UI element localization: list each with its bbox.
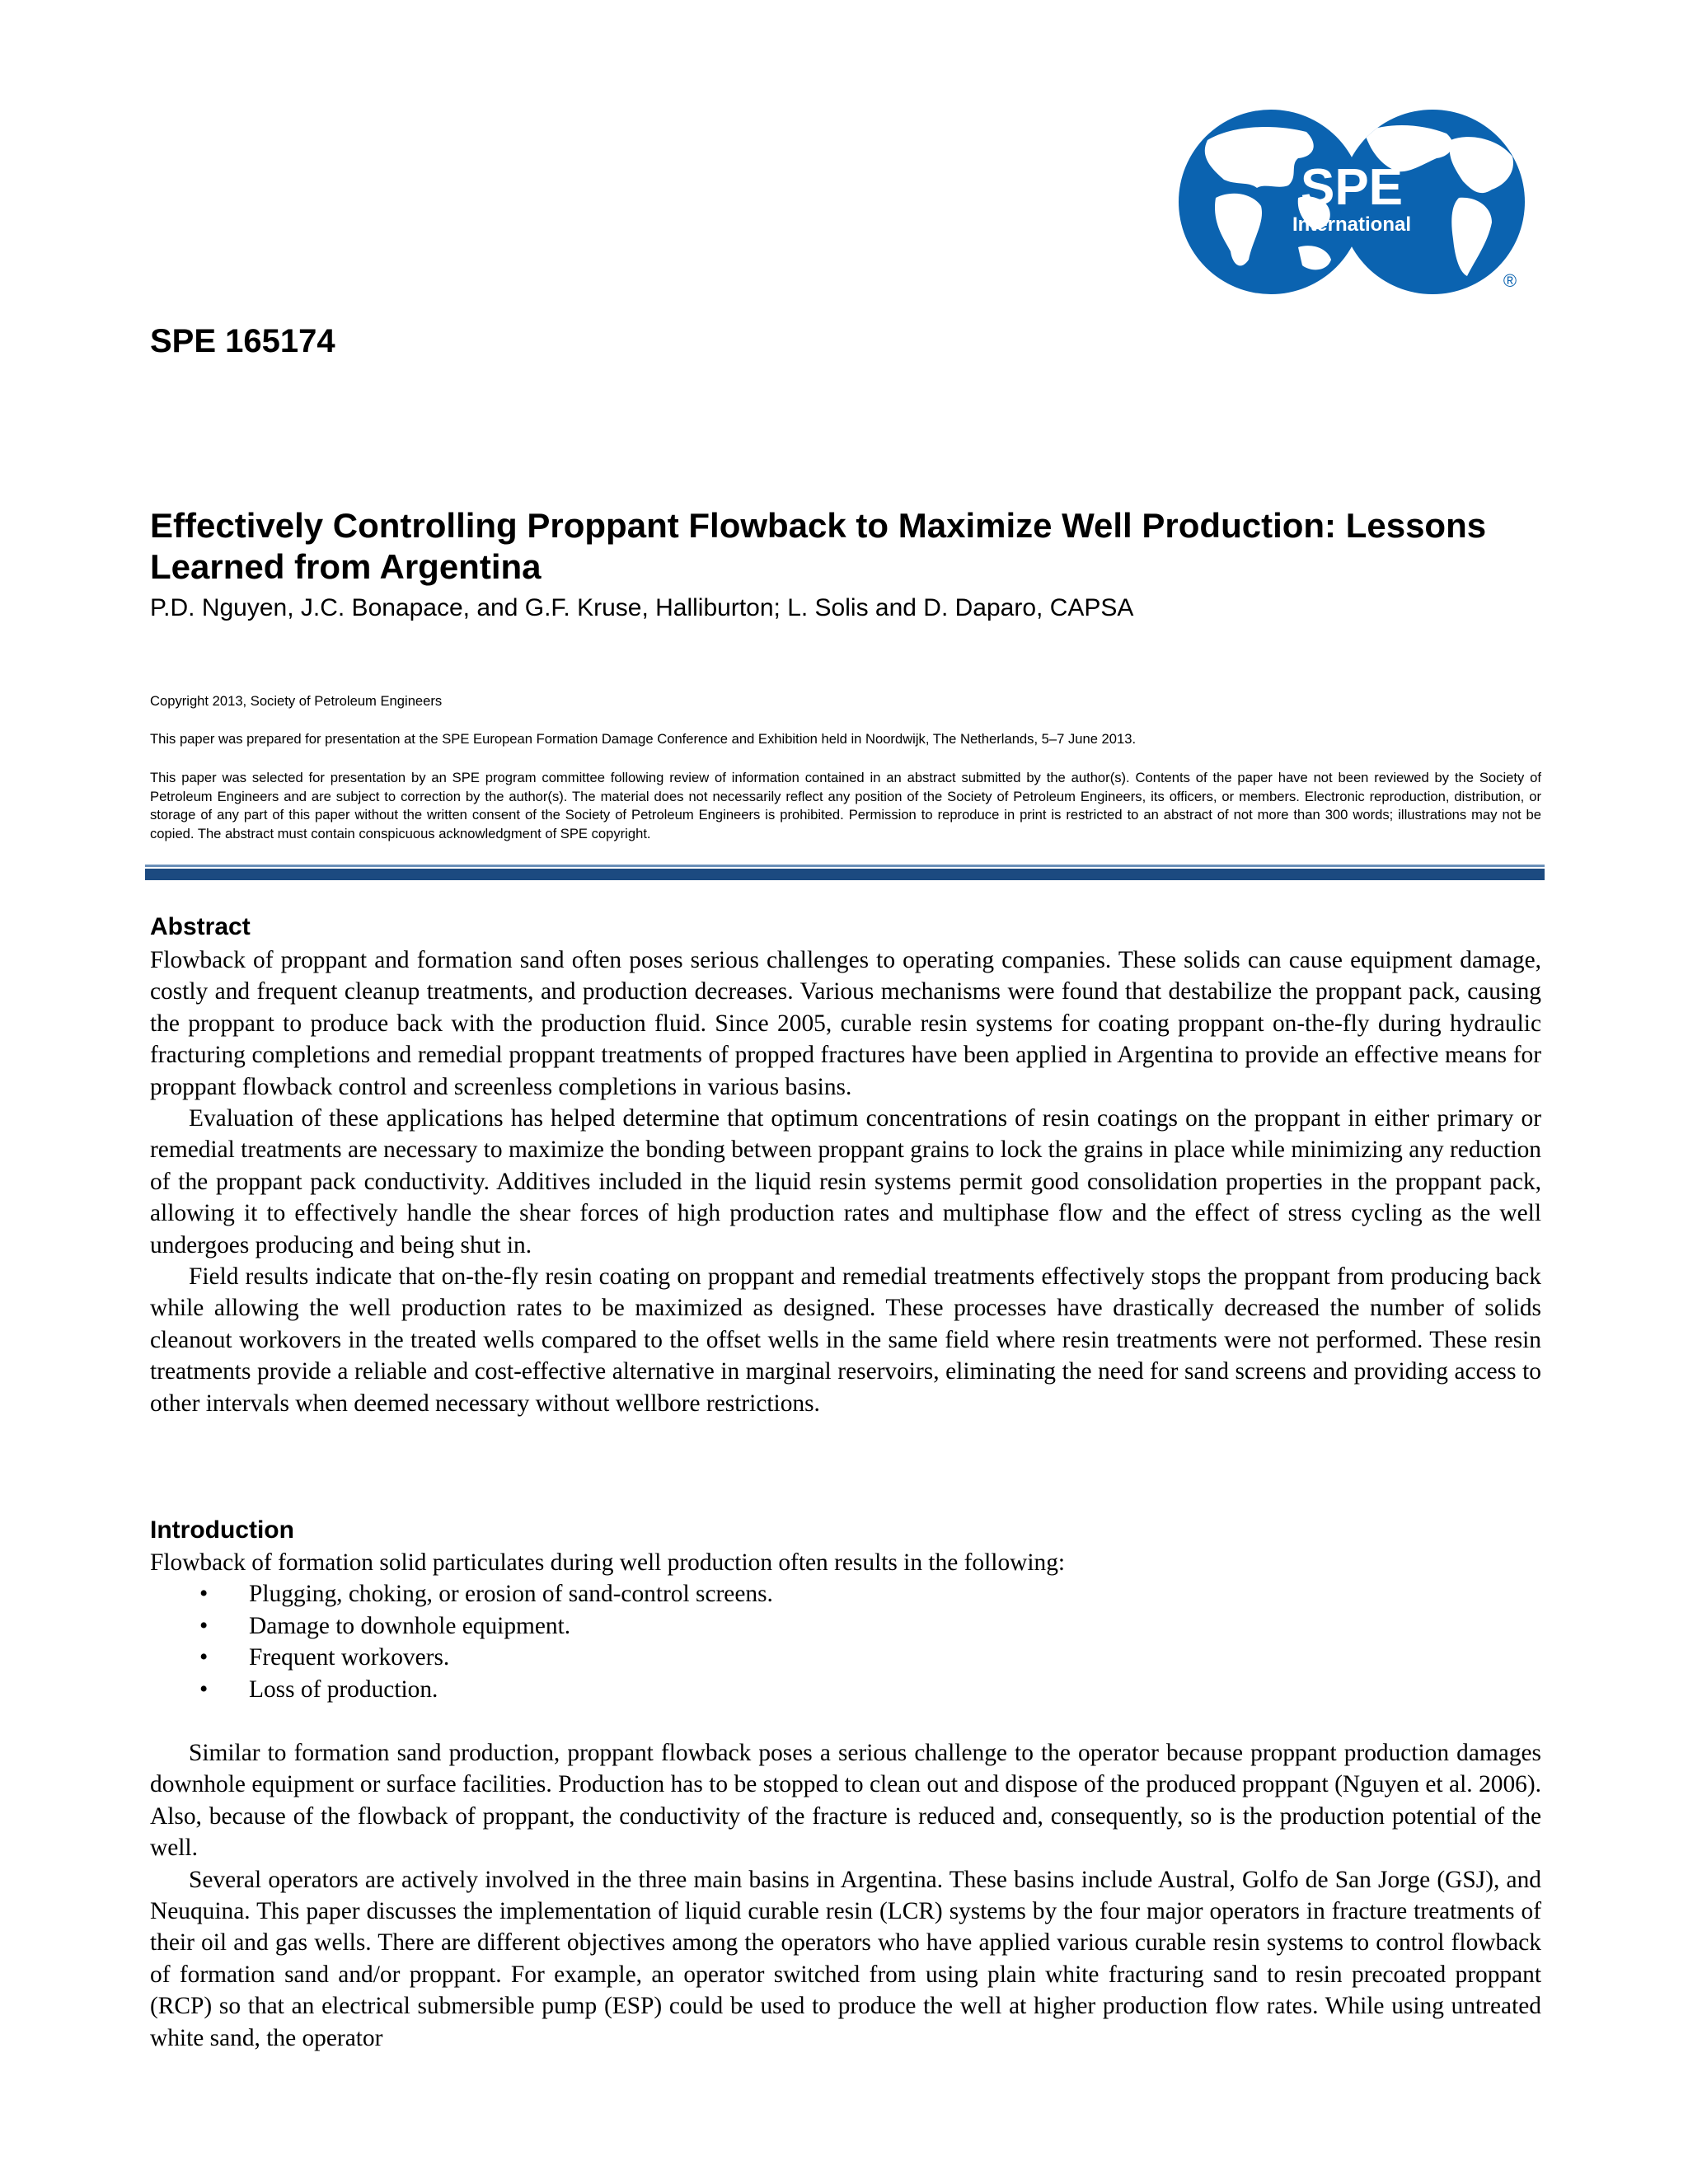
- list-item: • Damage to downhole equipment.: [150, 1610, 1541, 1642]
- registered-mark-icon: ®: [1503, 270, 1517, 291]
- abstract-paragraph: Field results indicate that on-the-fly resin coating on proppant and remedial treatments effectively stops the proppant from producing back while allowing the well production rates to be maximized as designed. These processes have drastically decreased the number of solids cleanout workovers in the treated wells compared to the offset wells in the same field where resin treatments were not performed. These resin treatments provide a reliable and cost-effective alternative in marginal reservoirs, eliminating the need for sand screens and providing access to other intervals when deemed necessary without wellbore restrictions.: [150, 1263, 1541, 1417]
- section-divider: [145, 869, 1545, 880]
- presentation-notice: This paper was prepared for presentation at the SPE European Formation Damage Conference and Exhibition held in Noordwijk, The Netherlands, 5–7 June 2013.: [150, 731, 1137, 747]
- list-item: • Frequent workovers.: [150, 1642, 1541, 1673]
- introduction-paragraph: Similar to formation sand production, proppant flowback poses a serious challenge to the operator because proppant production damages downhole equipment or surface facilities. Production has to be stopped to clean out and dispose of the produced proppant (Nguyen et al. 2006). Also, because of the flowback of proppant, the conductivity of the fracture is reduced and, consequently, so is the production potential of the well.: [150, 1740, 1541, 1862]
- abstract-paragraph: Evaluation of these applications has helped determine that optimum concentrations of resin coatings on the proppant in either primary or remedial treatments are necessary to maximize the bonding between proppant grains to lock the grains in place while minimizing any reduction of the proppant pack conductivity. Additives included in the liquid resin systems permit good consolidation properties in the proppant pack, allowing it to effectively handle the shear forces of high production rates and multiphase flow and the effect of stress cycling as the well undergoes producing and being shut in.: [150, 1105, 1541, 1258]
- paper-number: SPE 165174: [150, 323, 335, 359]
- abstract-paragraph: Flowback of proppant and formation sand often poses serious challenges to operating companies. These solids can cause equipment damage, costly and frequent cleanup treatments, and production decreases. Various mechanisms were found that destabilize the proppant pack, causing the proppant to produce back with the production fluid. Since 2005, curable resin systems for coating proppant on-the-fly during hydraulic fracturing completions and remedial proppant treatments of propped fractures have been applied in Argentina to provide an effective means for proppant flowback control and screenless completions in various basins.: [150, 947, 1541, 1100]
- problem-list: [150, 1578, 1541, 1705]
- section-divider-thin: [145, 865, 1545, 867]
- copyright-notice: Copyright 2013, Society of Petroleum Engineers: [150, 693, 443, 709]
- abstract-body: [150, 944, 1541, 1419]
- introduction-lead-text: Flowback of formation solid particulates during well production often results in the following:: [150, 1549, 1066, 1576]
- bullet-icon: •: [199, 1612, 209, 1639]
- list-item: • Loss of production.: [150, 1674, 1541, 1705]
- bullet-icon: •: [199, 1581, 209, 1608]
- introduction-paragraph: Several operators are actively involved in the three main basins in Argentina. These basins include Austral, Golfo de San Jorge (GSJ), and Neuquina. This paper discusses the implementation of liquid curable resin (LCR) systems by the four major operators in fracture treatments of their oil and gas wells. There are different objectives among the operators who have applied various curable resin systems to control flowback of formation sand and/or proppant. For example, an operator switched from using plain white fracturing sand to resin precoated proppant (RCP) so that an electrical submersible pump (ESP) could be used to produce the well at higher production flow rates. While using untreated white sand, the operator: [150, 1866, 1541, 2051]
- bullet-icon: •: [199, 1675, 209, 1703]
- paper-title: Effectively Controlling Proppant Flowback to Maximize Well Production: Lessons Learned from Argentina: [150, 506, 1487, 586]
- spe-globe-icon: [1175, 107, 1537, 297]
- abstract-heading: Abstract: [150, 913, 251, 940]
- list-item: • Plugging, choking, or erosion of sand-control screens.: [150, 1578, 1541, 1610]
- introduction-heading: Introduction: [150, 1516, 294, 1544]
- author-list: P.D. Nguyen, J.C. Bonapace, and G.F. Kruse, Halliburton; L. Solis and D. Daparo, CAPSA: [150, 594, 1134, 621]
- introduction-body: [150, 1737, 1541, 2054]
- logo-wordmark: SPE: [1300, 159, 1404, 216]
- spe-international-logo: [1175, 107, 1537, 297]
- selection-notice: This paper was selected for presentation by an SPE program committee following review of information contained in an abstract submitted by the author(s). Contents of the paper have not been reviewed by the Society of Petroleum Engineers and are subject to correction by the author(s). The material does not necessarily reflect any position of the Society of Petroleum Engineers, its officers, or members. Electronic reproduction, distribution, or storage of any part of this paper without the written consent of the Society of Petroleum Engineers is prohibited. Permission to reproduce in print is restricted to an abstract of not more than 300 words; illustrations may not be copied. The abstract must contain conspicuous acknowledgment of SPE copyright.: [150, 770, 1541, 841]
- introduction-lead: [150, 1547, 1541, 1705]
- logo-subtext: International: [1292, 213, 1412, 236]
- bullet-icon: •: [199, 1644, 209, 1671]
